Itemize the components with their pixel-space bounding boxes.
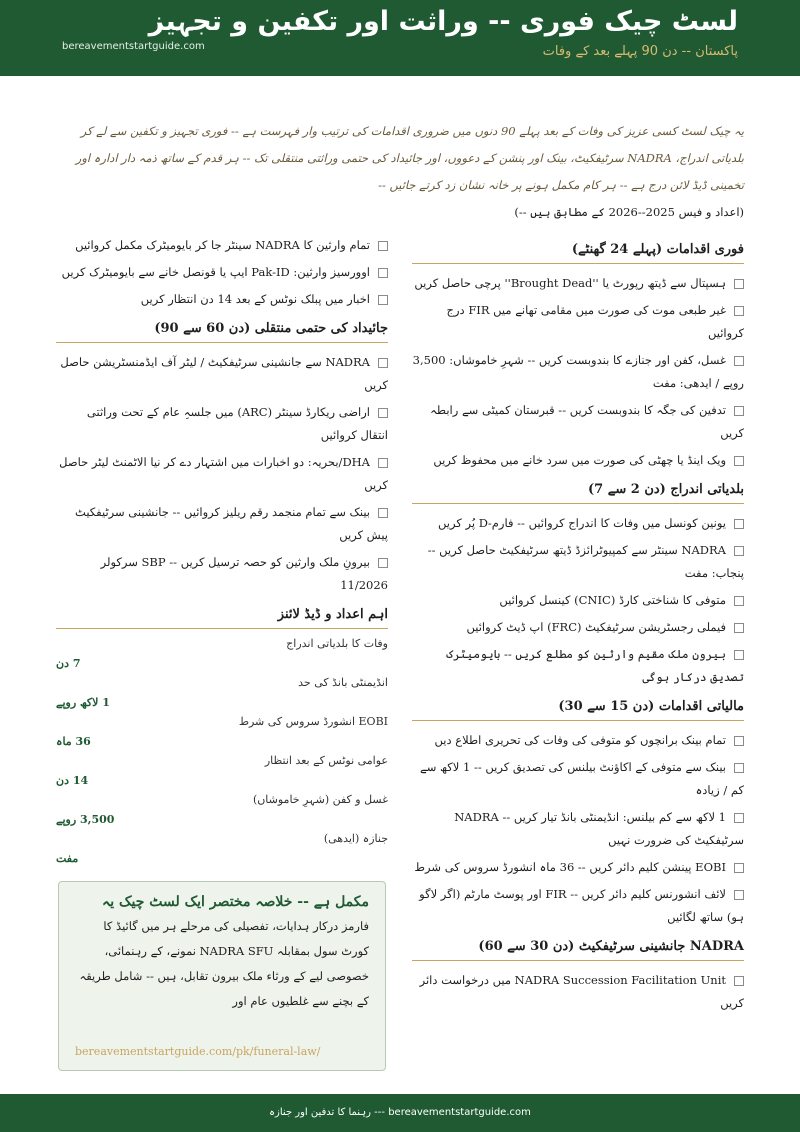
checklist-item[interactable] [412,272,744,295]
section-immediate-title: فوری اقدامات (پہلے 24 گھنٹے) [412,242,744,264]
checklist-item[interactable] [412,756,744,802]
summary-body: فارمز درکار ہدایات، تفصیلی کی مرحلے ہر میں گائیڈ کا کورٹ سول بمقابلہ NADRA SFU نمونے، کے رہنمائی، خصوصی لیے کے ورثاء ملک بیرون تقابل، ہیں -- شامل طریقہ کے بچنے سے غلطیوں عام اور [79,919,369,1008]
item-text: بیرونِ ملک مقیم وارثین کو مطلع کریں -- بایومیٹرک تصدیق درکار ہوگی [446,647,744,684]
figure-label: EOBI انشورڈ سروس کی شرط [238,715,388,728]
item-text: ویک اینڈ یا چھٹی کی صورت میں سرد خانے میں محفوظ کریں [433,453,726,467]
checkbox-icon[interactable] [734,890,744,900]
item-text: اراضی ریکارڈ سینٹر (ARC) میں جلسہِ عام کے تحت وراثتی انتقال کروائیں [86,405,388,442]
summary-callout [58,881,386,1071]
item-text: NADRA سینٹر سے کمپیوٹرائزڈ ڈیتھ سرٹیفکیٹ حاصل کریں -- پنجاب: مفت [427,543,744,580]
page-footer [0,1094,800,1132]
item-text: DHA/بحریہ: دو اخبارات میں اشتہار دے کر نیا الاٹمنٹ لیٹر حاصل کریں [59,455,388,492]
checkbox-icon[interactable] [734,356,744,366]
figure-row [56,754,388,793]
checkbox-icon[interactable] [734,863,744,873]
checkbox-icon[interactable] [378,358,388,368]
item-text: فیملی رجسٹریشن سرٹیفکیٹ (FRC) اپ ڈیٹ کروائیں [466,620,726,634]
item-text: تمام بینک برانچوں کو متوفی کی وفات کی تحریری اطلاع دیں [434,733,726,747]
checklist-item[interactable] [56,261,388,284]
item-text: متوفی کا شناختی کارڈ (CNIC) کینسل کروائیں [499,593,726,607]
item-text: غیر طبعی موت کی صورت میں مقامی تھانے میں FIR درج کروائیں [446,303,744,340]
checkbox-icon[interactable] [378,508,388,518]
item-text: بینک سے تمام منجمد رقم ریلیز کروائیں -- جانشینی سرٹیفکیٹ پیش کریں [75,505,388,542]
figure-value: 3,500 روپے [56,813,115,826]
figure-value: 36 ماہ [56,735,91,748]
checkbox-icon[interactable] [378,408,388,418]
intro-note: (اعداد و فیس 2025--2026 کے مطابق ہیں --) [514,205,744,219]
header-site-url[interactable]: bereavementstartguide.com [62,41,205,52]
item-text: 1 لاکھ سے کم بیلنس: انڈیمنٹی بانڈ تیار کریں -- NADRA سرٹیفکیٹ کی ضرورت نہیں [454,810,744,847]
checklist-item[interactable] [412,616,744,639]
item-text: یونین کونسل میں وفات کا اندراج کروائیں -- فارم-D پُر کریں [438,516,726,530]
checklist-item[interactable] [56,401,388,447]
figure-row [56,793,388,832]
intro-paragraph [58,118,744,226]
checklist-item[interactable] [412,589,744,612]
page-subtitle: پاکستان -- دن 90 پہلے بعد کے وفات [542,44,738,59]
figure-value: 1 لاکھ روپے [56,696,110,709]
figure-label: عوامی نوٹس کے بعد انتظار [264,754,388,767]
right-column [412,232,744,1019]
checkbox-icon[interactable] [734,546,744,556]
figure-label: جنازہ (ایدھی) [323,832,388,845]
section-figures-title: اہم اعداد و ڈیڈ لائنز [56,607,388,629]
checklist-item[interactable] [412,806,744,852]
item-text: اوورسیز وارثین: Pak-ID ایپ یا قونصل خانے سے بایومیٹرک کریں [61,265,370,279]
item-text: ہسپتال سے ڈیتھ رپورٹ یا ''Brought Dead'' پرچی حاصل کریں [414,276,726,290]
section-registration-title: بلدیاتی اندراج (دن 2 سے 7) [412,482,744,504]
footer-text: bereavementstartguide.com --- رہنما کا تدفین اور جنازہ [269,1107,531,1118]
figure-value: مفت [56,852,79,865]
checkbox-icon[interactable] [734,976,744,986]
checkbox-icon[interactable] [378,458,388,468]
checklist-item[interactable] [56,451,388,497]
summary-title: مکمل ہے -- خلاصہ مختصر ایک لسٹ چیک یہ [102,894,369,910]
checkbox-icon[interactable] [734,456,744,466]
checkbox-icon[interactable] [734,813,744,823]
checklist-item[interactable] [412,729,744,752]
intro-text: یہ چیک لسٹ کسی عزیز کی وفات کے بعد پہلے 90 دنوں میں ضروری اقدامات کی ترتیب وار فہرست ہے -- فوری تجہیز و تکفین سے لے کر بلدیاتی اندراج، NADRA سرٹیفکیٹ، بینک اور پنشن کے دعووں، اور جائیداد کی حتمی وراثتی منتقلی تک -- ہر قدم کے ساتھ ذمہ دار ادارہ اور تخمینی ڈیڈ لائن درج ہے -- ہر کام مکمل ہونے پر خانہ نشان زد کرتے جائیں -- [75,124,744,192]
section-financial-title: مالیاتی اقدامات (دن 15 سے 30) [412,699,744,721]
checklist-item[interactable] [56,234,388,257]
item-text: اخبار میں پبلک نوٹس کے بعد 14 دن انتظار کریں [140,292,370,306]
item-text: تدفین کی جگہ کا بندوبست کریں -- قبرستان کمیٹی سے رابطہ کریں [430,403,744,440]
item-text: NADRA Succession Facilitation Unit میں درخواست دائر کریں [419,973,744,1010]
section-property-title: جائیداد کی حتمی منتقلی (دن 60 سے 90) [56,321,388,343]
checklist-item[interactable] [56,501,388,547]
checkbox-icon[interactable] [734,306,744,316]
item-text: بینک سے متوفی کے اکاؤنٹ بیلنس کی تصدیق کریں -- 1 لاکھ سے کم / زیادہ [420,760,744,797]
checklist-item[interactable] [56,288,388,311]
checkbox-icon[interactable] [734,406,744,416]
checklist-item[interactable] [412,349,744,395]
checkbox-icon[interactable] [734,650,744,660]
figure-label: غسل و کفن (شہرِ خاموشاں) [252,793,388,806]
figure-value: 7 دن [56,657,81,670]
figure-label: انڈیمنٹی بانڈ کی حد [298,676,388,689]
checklist-item[interactable] [412,449,744,472]
checkbox-icon[interactable] [378,241,388,251]
figure-row [56,832,388,871]
checkbox-icon[interactable] [734,519,744,529]
figure-label: وفات کا بلدیاتی اندراج [286,637,388,650]
item-text: بیرونِ ملک وارثین کو حصہ ترسیل کریں -- SBP سرکولر 11/2026 [100,555,388,592]
item-text: EOBI پینشن کلیم دائر کریں -- 36 ماہ انشورڈ سروس کی شرط [414,860,726,874]
item-text: غسل، کفن اور جنازے کا بندوبست کریں -- شہرِ خاموشاں: 3,500 روپے / ایدھی: مفت [412,353,744,390]
figure-row [56,637,388,676]
checklist-item[interactable] [56,551,388,597]
checkbox-icon[interactable] [734,596,744,606]
item-text: لائف انشورنس کلیم دائر کریں -- FIR اور پوسٹ مارٹم (اگر لاگو ہو) ساتھ لگائیں [419,887,744,924]
figure-value: 14 دن [56,774,89,787]
checkbox-icon[interactable] [378,295,388,305]
page-header [0,0,800,76]
left-column [56,232,388,871]
checklist-item[interactable] [412,856,744,879]
checkbox-icon[interactable] [734,763,744,773]
figure-row [56,676,388,715]
checklist-item[interactable] [412,512,744,535]
figure-row [56,715,388,754]
summary-link[interactable]: bereavementstartguide.com/pk/funeral-law/ [75,1045,321,1058]
checklist-item[interactable] [412,883,744,929]
item-text: تمام وارثین کا NADRA سینٹر جا کر بایومیٹرک مکمل کروائیں [75,238,370,252]
checklist-item[interactable] [412,539,744,585]
checkbox-icon[interactable] [734,623,744,633]
checkbox-icon[interactable] [378,268,388,278]
checklist-item[interactable] [412,969,744,1015]
page-title: لسٹ چیک فوری -- وراثت اور تکفین و تجہیز [148,6,738,37]
checkbox-icon[interactable] [734,736,744,746]
checkbox-icon[interactable] [378,558,388,568]
section-succession-title: NADRA جانشینی سرٹیفکیٹ (دن 30 سے 60) [412,939,744,961]
checklist-item[interactable] [412,299,744,345]
checklist-item[interactable] [412,399,744,445]
checklist-item[interactable] [56,351,388,397]
key-figures-list [56,637,388,871]
item-text: NADRA سے جانشینی سرٹیفکیٹ / لیٹر آف ایڈمنسٹریشن حاصل کریں [60,355,388,392]
checklist-item[interactable] [412,643,744,689]
checkbox-icon[interactable] [734,279,744,289]
